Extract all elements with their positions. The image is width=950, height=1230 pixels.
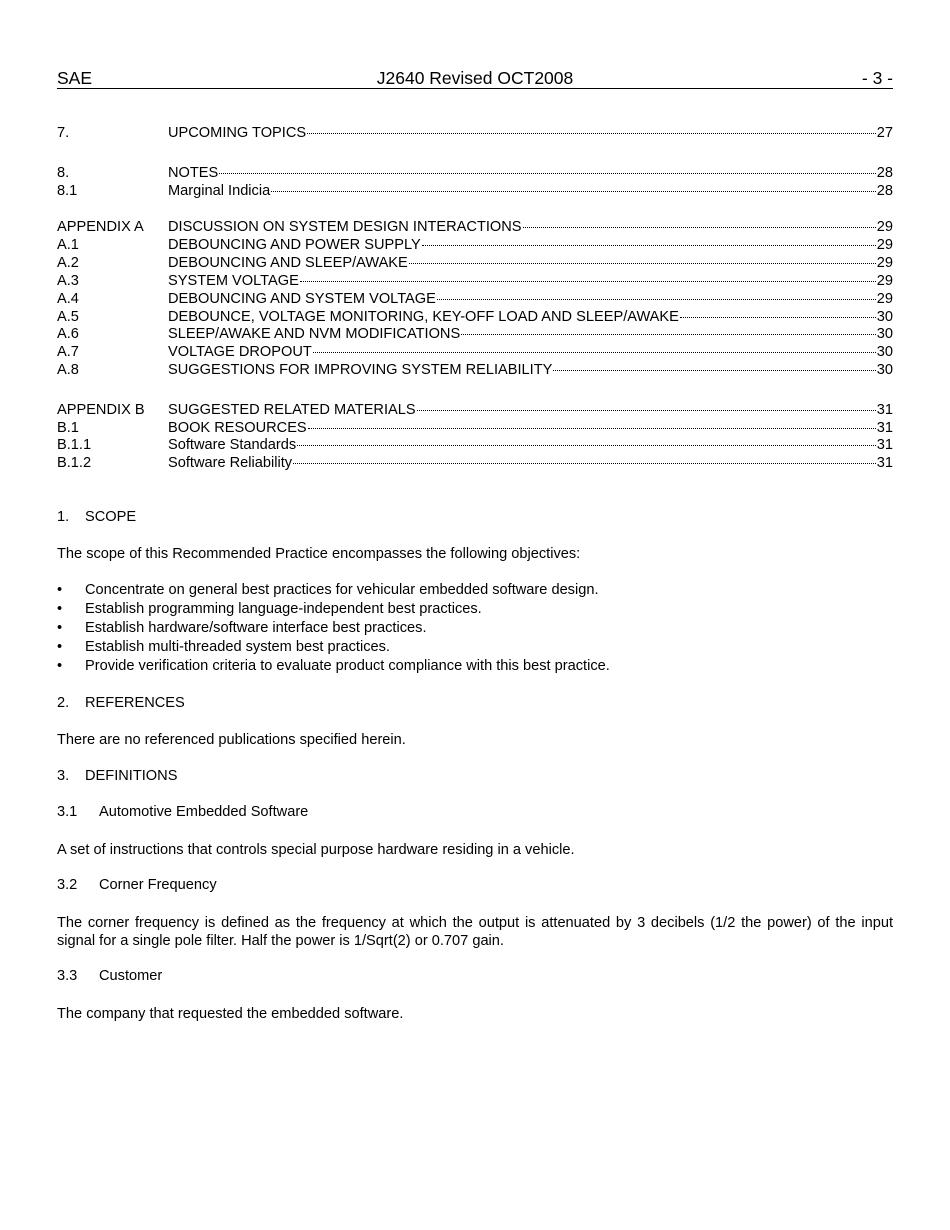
toc-number: A.4 bbox=[57, 291, 79, 307]
toc-leader bbox=[417, 410, 876, 411]
toc-number: A.7 bbox=[57, 344, 79, 360]
list-item-text: Establish multi-threaded system best practices. bbox=[85, 639, 390, 655]
toc-leader bbox=[293, 463, 876, 464]
toc-row bbox=[57, 218, 893, 236]
toc-row bbox=[57, 124, 893, 142]
toc-leader bbox=[219, 173, 875, 174]
toc-page: 29 bbox=[876, 237, 893, 253]
toc-leader bbox=[523, 227, 876, 228]
toc-page: 30 bbox=[876, 362, 893, 378]
list-item-text: Provide verification criteria to evaluate product compliance with this best practice. bbox=[85, 658, 610, 674]
section-title: SCOPE bbox=[85, 509, 137, 525]
toc-number: A.3 bbox=[57, 273, 79, 289]
toc-number: B.1.1 bbox=[57, 437, 92, 453]
toc-row bbox=[57, 182, 893, 200]
header-org: SAE bbox=[57, 68, 93, 88]
toc-leader bbox=[422, 245, 876, 246]
section-title: DEFINITIONS bbox=[85, 768, 178, 784]
scope-objectives-list bbox=[57, 581, 893, 676]
toc-title: NOTES bbox=[168, 165, 219, 181]
toc-row bbox=[57, 290, 893, 308]
toc-page: 28 bbox=[876, 165, 893, 181]
list-item-text: Establish programming language-independent best practices. bbox=[85, 601, 482, 617]
toc-page: 29 bbox=[876, 219, 893, 235]
toc-row bbox=[57, 272, 893, 290]
subsection-title: Corner Frequency bbox=[99, 877, 217, 893]
subsection-heading bbox=[57, 804, 308, 820]
bullet-icon: • bbox=[57, 658, 63, 674]
toc-leader bbox=[680, 317, 876, 318]
toc-title: SYSTEM VOLTAGE bbox=[168, 273, 299, 289]
toc-number: A.5 bbox=[57, 309, 79, 325]
toc-title: UPCOMING TOPICS bbox=[168, 125, 307, 141]
toc-title: Marginal Indicia bbox=[168, 183, 271, 199]
subsection-heading bbox=[57, 877, 217, 893]
section-number: 1. bbox=[57, 509, 70, 525]
toc-leader bbox=[297, 445, 876, 446]
toc-title: DEBOUNCING AND POWER SUPPLY bbox=[168, 237, 421, 253]
header-page-number: - 3 - bbox=[861, 68, 893, 88]
toc-number: B.1 bbox=[57, 420, 79, 436]
toc-leader bbox=[300, 281, 876, 282]
toc-title: Software Standards bbox=[168, 437, 297, 453]
toc-leader bbox=[553, 370, 875, 371]
definition-text: The company that requested the embedded software. bbox=[57, 1006, 404, 1022]
list-item bbox=[57, 600, 893, 619]
toc-page: 28 bbox=[876, 183, 893, 199]
toc-page: 30 bbox=[876, 309, 893, 325]
toc-number: 8. bbox=[57, 165, 70, 181]
section-title: REFERENCES bbox=[85, 695, 185, 711]
toc-number: 7. bbox=[57, 125, 70, 141]
toc-title: DEBOUNCE, VOLTAGE MONITORING, KEY-OFF LOAD AND SLEEP/AWAKE bbox=[168, 309, 679, 325]
subsection-heading bbox=[57, 968, 162, 984]
toc-page: 30 bbox=[876, 344, 893, 360]
toc-leader bbox=[437, 299, 876, 300]
toc-title: DEBOUNCING AND SYSTEM VOLTAGE bbox=[168, 291, 436, 307]
subsection-title: Customer bbox=[99, 968, 163, 984]
toc-title: SUGGESTIONS FOR IMPROVING SYSTEM RELIABILITY bbox=[168, 362, 553, 378]
toc-page: 29 bbox=[876, 255, 893, 271]
list-item bbox=[57, 581, 893, 600]
toc-page: 29 bbox=[876, 273, 893, 289]
toc-row bbox=[57, 454, 893, 472]
toc-row bbox=[57, 254, 893, 272]
toc-page: 27 bbox=[876, 125, 893, 141]
page-header bbox=[57, 68, 893, 89]
toc-row bbox=[57, 436, 893, 454]
toc-title: BOOK RESOURCES bbox=[168, 420, 307, 436]
toc-leader bbox=[307, 133, 876, 134]
toc-title: SLEEP/AWAKE AND NVM MODIFICATIONS bbox=[168, 326, 461, 342]
toc-page: 29 bbox=[876, 291, 893, 307]
references-text: There are no referenced publications specified herein. bbox=[57, 732, 406, 748]
toc-title: DISCUSSION ON SYSTEM DESIGN INTERACTIONS bbox=[168, 219, 522, 235]
subsection-number: 3.2 bbox=[57, 877, 78, 893]
toc-leader bbox=[271, 191, 876, 192]
toc-page: 30 bbox=[876, 326, 893, 342]
toc-number: A.1 bbox=[57, 237, 79, 253]
toc-leader bbox=[313, 352, 876, 353]
subsection-number: 3.3 bbox=[57, 968, 78, 984]
toc-row bbox=[57, 419, 893, 437]
section-heading-references bbox=[57, 695, 185, 711]
toc-row bbox=[57, 325, 893, 343]
section-heading-definitions bbox=[57, 768, 177, 784]
list-item bbox=[57, 638, 893, 657]
toc-number: A.8 bbox=[57, 362, 79, 378]
toc-page: 31 bbox=[876, 402, 893, 418]
toc-number: A.6 bbox=[57, 326, 79, 342]
toc-number: APPENDIX B bbox=[57, 402, 145, 418]
toc-number: 8.1 bbox=[57, 183, 78, 199]
list-item-text: Concentrate on general best practices for vehicular embedded software design. bbox=[85, 582, 599, 598]
toc-row bbox=[57, 361, 893, 379]
toc-leader bbox=[461, 334, 876, 335]
list-item bbox=[57, 619, 893, 638]
toc-page: 31 bbox=[876, 437, 893, 453]
toc-page: 31 bbox=[876, 455, 893, 471]
toc-title: DEBOUNCING AND SLEEP/AWAKE bbox=[168, 255, 408, 271]
toc-number: B.1.2 bbox=[57, 455, 92, 471]
list-item bbox=[57, 657, 893, 676]
scope-intro: The scope of this Recommended Practice encompasses the following objectives: bbox=[57, 546, 581, 562]
header-doc-id: J2640 Revised OCT2008 bbox=[376, 68, 574, 88]
toc-number: APPENDIX A bbox=[57, 219, 144, 235]
definition-text: A set of instructions that controls special purpose hardware residing in a vehicle. bbox=[57, 842, 575, 858]
toc-title: SUGGESTED RELATED MATERIALS bbox=[168, 402, 416, 418]
toc-row bbox=[57, 236, 893, 254]
bullet-icon: • bbox=[57, 639, 63, 655]
toc-leader bbox=[409, 263, 876, 264]
section-number: 3. bbox=[57, 768, 70, 784]
toc-row bbox=[57, 164, 893, 182]
toc-row bbox=[57, 343, 893, 361]
toc-page: 31 bbox=[876, 420, 893, 436]
toc-row bbox=[57, 401, 893, 419]
subsection-number: 3.1 bbox=[57, 804, 78, 820]
list-item-text: Establish hardware/software interface best practices. bbox=[85, 620, 427, 636]
definition-text: The corner frequency is defined as the frequency at which the output is attenuated by 3 decibels (1/2 the power) of the input signal for a single pole filter. Half the power is 1/Sqrt(2) or 0.707 gain. bbox=[57, 915, 893, 949]
section-heading-scope bbox=[57, 509, 136, 525]
toc-number: A.2 bbox=[57, 255, 79, 271]
toc-title: VOLTAGE DROPOUT bbox=[168, 344, 312, 360]
toc-leader bbox=[308, 428, 876, 429]
bullet-icon: • bbox=[57, 620, 63, 636]
section-number: 2. bbox=[57, 695, 70, 711]
bullet-icon: • bbox=[57, 582, 63, 598]
subsection-title: Automotive Embedded Software bbox=[99, 804, 309, 820]
bullet-icon: • bbox=[57, 601, 63, 617]
toc-row bbox=[57, 308, 893, 326]
toc-title: Software Reliability bbox=[168, 455, 293, 471]
